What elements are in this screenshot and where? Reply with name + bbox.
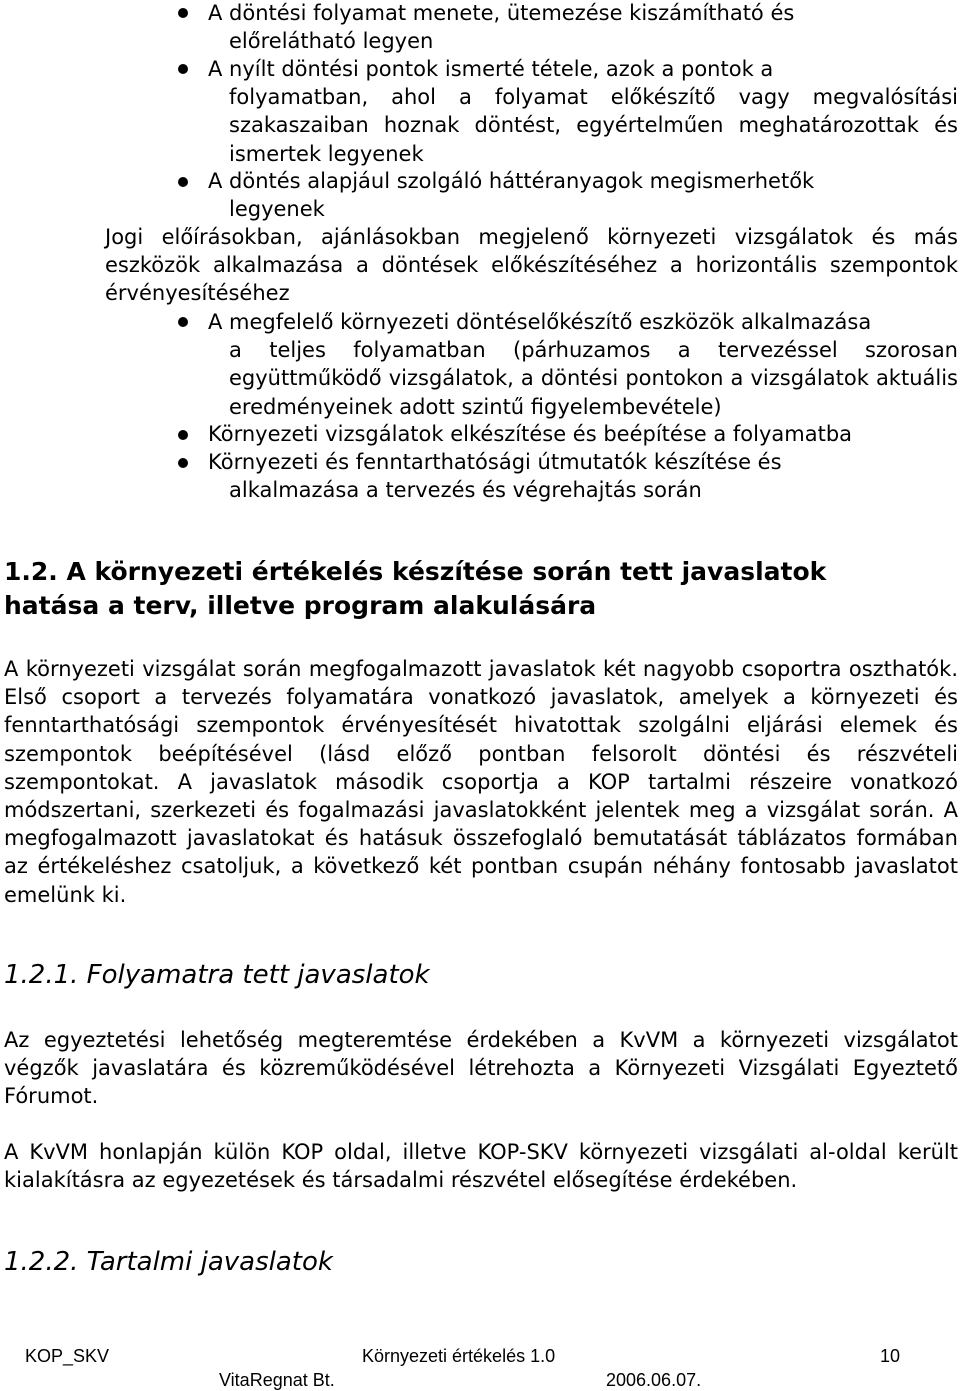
bullet-item xyxy=(208,0,958,55)
bullet-text-continued: a teljes folyamatban (párhuzamos a tervezéssel szorosan együttműködő vizsgálatok, a döntési pontokon a vizsgálatok aktuális eredményeinek adott szintű figyelembevétele) xyxy=(229,338,958,419)
bullet-item xyxy=(208,448,958,504)
bullet-dot xyxy=(178,177,188,187)
subsection-heading xyxy=(4,958,954,992)
footer-page-number: 10 xyxy=(880,1346,901,1366)
subsection-paragraph-text: A KvVM honlapján külön KOP oldal, illetve KOP-SKV környezeti vizsgálati al-oldal került kialakításra az egyezetések és társadalmi részvétel elősegítése érdekében. xyxy=(4,1140,958,1193)
bullet-text: Környezeti vizsgálatok elkészítése és beépítése a folyamatba xyxy=(208,422,853,446)
legal-paragraph xyxy=(105,223,958,308)
bullet-text-continued: alkalmazása a tervezés és végrehajtás során xyxy=(229,478,702,503)
bullet-item xyxy=(208,420,958,448)
bullet-dot xyxy=(178,64,188,74)
section-heading-line: hatása a terv, illetve program alakulására xyxy=(4,591,597,620)
bullet-text: A megfelelő környezeti döntéselőkészítő eszközök alkalmazása xyxy=(208,310,872,334)
legal-paragraph-text: Jogi előírásokban, ajánlásokban megjelenő környezeti vizsgálatok és más eszközök alkalmazása a döntések előkészítéséhez a horizontális szempontok érvényesítéséhez xyxy=(105,225,958,306)
subsection-paragraph xyxy=(4,1138,958,1194)
bullet-text: A döntési folyamat menete, ütemezése kiszámítható és xyxy=(208,1,795,25)
section-paragraph-text: A környezeti vizsgálat során megfogalmazott javaslatok két nagyobb csoportra oszthatók. Első csoport a tervezés folyamatára vonatkozó javaslatok, amelyek a környezeti és fenntarthatósági szempontok érvényesítését hivatottak szolgálni eljárási elemek és szempontok beépítésével (lásd előző pontban felsorolt döntési és részvételi szempontokat. A javaslatok második csoportja a KOP tartalmi részeire vonatkozó módszertani, szerkezeti és fogalmazási javaslatokként jelentek meg a vizsgálat során. A megfogalmazott javaslatokat és hatásuk összefoglaló bemutatását táblázatos formában az értékeléshez csatoljuk, a következő két pontban csupán néhány fontosabb javaslatot emelünk ki. xyxy=(4,657,958,907)
footer-date: 2006.06.07. xyxy=(606,1370,702,1390)
subsection-heading xyxy=(4,1245,954,1279)
section-heading-line: 1.2. A környezeti értékelés készítése során tett javaslatok xyxy=(4,557,827,586)
bullet-text-continued: folyamatban, ahol a folyamat előkészítő vagy megvalósítási szakaszaiban hoznak döntést, egyértelműen meghatározottak és ismertek legyenek xyxy=(229,85,958,166)
bullet-dot xyxy=(178,8,188,18)
bullet-dot xyxy=(178,430,188,440)
bullet-item xyxy=(208,167,958,223)
subsection-paragraph xyxy=(4,1026,958,1111)
section-heading xyxy=(4,555,954,623)
bullet-text-continued: előrelátható legyen xyxy=(229,29,434,54)
bullet-item xyxy=(208,55,958,168)
bullet-text: A nyílt döntési pontok ismerté tétele, azok a pontok a xyxy=(208,57,774,81)
footer-document-code: KOP_SKV xyxy=(25,1346,110,1366)
bullet-dot xyxy=(178,458,188,468)
bullet-item xyxy=(208,308,958,421)
bullet-dot xyxy=(178,317,188,327)
subsection-heading-text: 1.2.2. Tartalmi javaslatok xyxy=(4,1247,333,1277)
bullet-text: Környezeti és fenntarthatósági útmutatók készítése és xyxy=(208,450,782,474)
section-paragraph xyxy=(4,655,958,909)
footer-company: VitaRegnat Bt. xyxy=(219,1370,335,1390)
subsection-paragraph-text: Az egyeztetési lehetőség megteremtése érdekében a KvVM a környezeti vizsgálatot végzők javaslatára és közreműködésével létrehozta a Környezeti Vizsgálati Egyeztető Fórumot. xyxy=(4,1028,958,1109)
bullet-text: A döntés alapjául szolgáló háttéranyagok megismerhetők xyxy=(208,169,815,193)
footer-document-title: Környezeti értékelés 1.0 xyxy=(362,1346,556,1366)
bullet-text-continued: legyenek xyxy=(229,197,325,222)
subsection-heading-text: 1.2.1. Folyamatra tett javaslatok xyxy=(4,960,430,990)
